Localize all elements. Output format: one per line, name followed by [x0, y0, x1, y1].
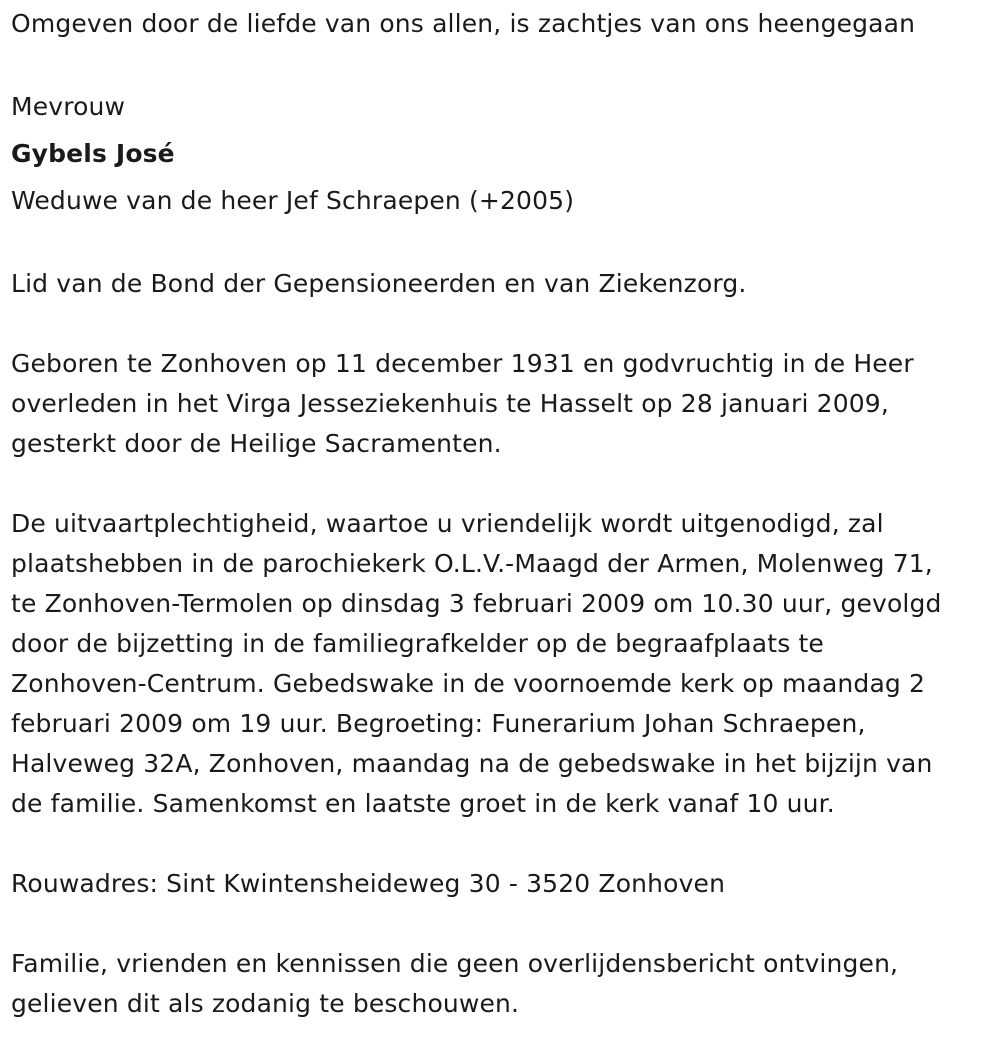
paragraph-line: de familie. Samenkomst en laatste groet in de kerk vanaf 10 uur. — [11, 789, 835, 818]
spacer — [11, 904, 996, 944]
deceased-name: Gybels José — [11, 139, 175, 168]
spacer — [11, 824, 996, 864]
spacer — [11, 224, 996, 264]
spacer — [11, 304, 996, 344]
closing-paragraph — [11, 944, 996, 1024]
paragraph-line: Zonhoven-Centrum. Gebedswake in de voornoemde kerk op maandag 2 — [11, 669, 926, 698]
paragraph-line: februari 2009 om 19 uur. Begroeting: Funerarium Johan Schraepen, — [11, 709, 866, 738]
widow-of-text: Weduwe van de heer Jef Schraepen (+2005) — [11, 186, 575, 215]
paragraph-line: plaatshebben in de parochiekerk O.L.V.-Maagd der Armen, Molenweg 71, — [11, 549, 933, 578]
obituary-notice — [11, 4, 996, 1024]
funeral-paragraph — [11, 504, 996, 824]
membership-text: Lid van de Bond der Gepensioneerden en van Ziekenzorg. — [11, 269, 747, 298]
paragraph-line: Halveweg 32A, Zonhoven, maandag na de gebedswake in het bijzijn van — [11, 749, 933, 778]
paragraph-line: De uitvaartplechtigheid, waartoe u vriendelijk wordt uitgenodigd, zal — [11, 509, 884, 538]
spacer — [11, 44, 996, 84]
paragraph-line: Geboren te Zonhoven op 11 december 1931 en godvruchtig in de Heer — [11, 349, 914, 378]
paragraph-line: te Zonhoven-Termolen op dinsdag 3 februari 2009 om 10.30 uur, gevolgd — [11, 589, 942, 618]
paragraph-line: Familie, vrienden en kennissen die geen overlijdensbericht ontvingen, — [11, 949, 899, 978]
mourning-address: Rouwadres: Sint Kwintensheideweg 30 - 3520 Zonhoven — [11, 869, 726, 898]
intro-text: Omgeven door de liefde van ons allen, is zachtjes van ons heengegaan — [11, 9, 916, 38]
paragraph-line: overleden in het Virga Jesseziekenhuis te Hasselt op 28 januari 2009, — [11, 389, 889, 418]
paragraph-line: door de bijzetting in de familiegrafkelder op de begraafplaats te — [11, 629, 824, 658]
birth-death-paragraph — [11, 344, 996, 464]
spacer — [11, 464, 996, 504]
salutation: Mevrouw — [11, 92, 126, 121]
paragraph-line: gelieven dit als zodanig te beschouwen. — [11, 989, 520, 1018]
paragraph-line: gesterkt door de Heilige Sacramenten. — [11, 429, 502, 458]
